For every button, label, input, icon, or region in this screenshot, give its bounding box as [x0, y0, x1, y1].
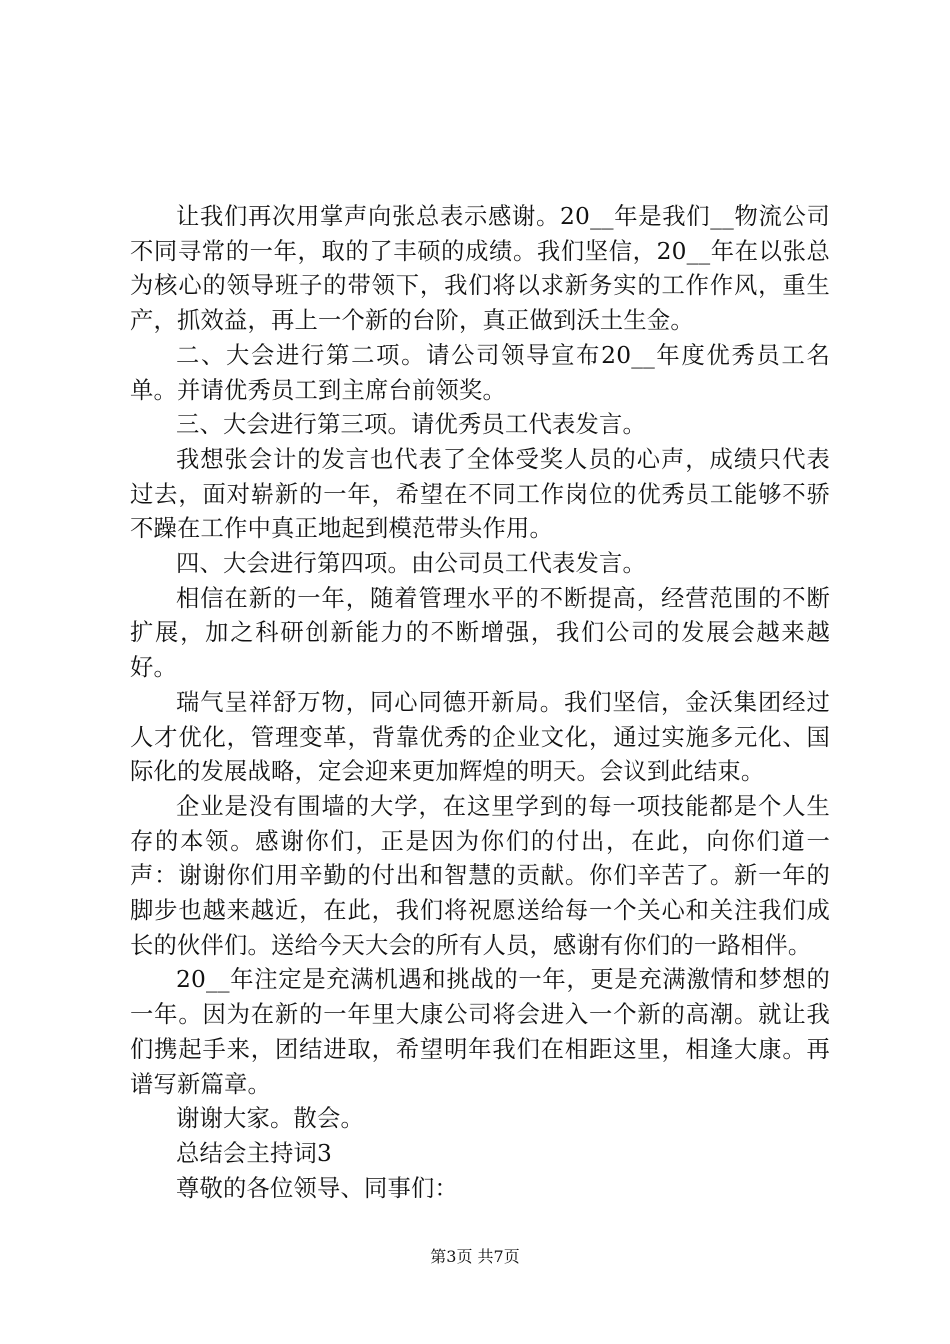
paragraph-dismiss: 谢谢大家。散会。 [176, 1105, 364, 1133]
paragraph-new-year: 相信在新的一年，随着管理水平的不断提高，经营范围的不断扩展，加之科研创新能力的不断增强，我们公司的发展会越来越好。 [130, 584, 830, 682]
page-number-footer: 第3页 共7页 [430, 1247, 520, 1266]
section-heading: 总结会主持词3 [176, 1139, 333, 1167]
paragraph-gratitude: 企业是没有围墙的大学，在这里学到的每一项技能都是个人生存的本领。感谢你们，正是因为你们的付出，在此，向你们道一声：谢谢你们用辛勤的付出和智慧的贡献。你们辛苦了。新一年的脚步也越来越近，在此，我们将祝愿送给每一个关心和关注我们成长的伙伴们。送给今天大会的所有人员，感谢有你们的一路相伴。 [130, 792, 830, 959]
document-body [130, 200, 830, 1206]
paragraph-accountant-speech: 我想张会计的发言也代表了全体受奖人员的心声，成绩只代表过去，面对崭新的一年，希望在不同工作岗位的优秀员工能够不骄不躁在工作中真正地起到模范带头作用。 [130, 445, 830, 543]
paragraph-salutation: 尊敬的各位领导、同事们： [176, 1174, 458, 1202]
paragraph-item-four: 四、大会进行第四项。由公司员工代表发言。 [176, 550, 646, 578]
paragraph-outlook: 20__年注定是充满机遇和挑战的一年，更是充满激情和梦想的一年。因为在新的一年里大康公司将会进入一个新的高潮。就让我们携起手来，团结进取，希望明年我们在相距这里，相逢大康。再谱写新篇章。 [130, 966, 830, 1098]
paragraph-closing-wish: 瑞气呈祥舒万物，同心同德开新局。我们坚信，金沃集团经过人才优化，管理变革，背靠优秀的企业文化，通过实施多元化、国际化的发展战略，定会迎来更加辉煌的明天。会议到此结束。 [130, 688, 830, 786]
paragraph-thanks: 让我们再次用掌声向张总表示感谢。20__年是我们__物流公司不同寻常的一年，取的了丰硕的成绩。我们坚信，20__年在以张总为核心的领导班子的带领下，我们将以求新务实的工作作风，重生产，抓效益，再上一个新的台阶，真正做到沃土生金。 [130, 203, 830, 335]
paragraph-item-three: 三、大会进行第三项。请优秀员工代表发言。 [176, 411, 646, 439]
paragraph-item-two: 二、大会进行第二项。请公司领导宣布20__年度优秀员工名单。并请优秀员工到主席台前领奖。 [130, 341, 830, 404]
